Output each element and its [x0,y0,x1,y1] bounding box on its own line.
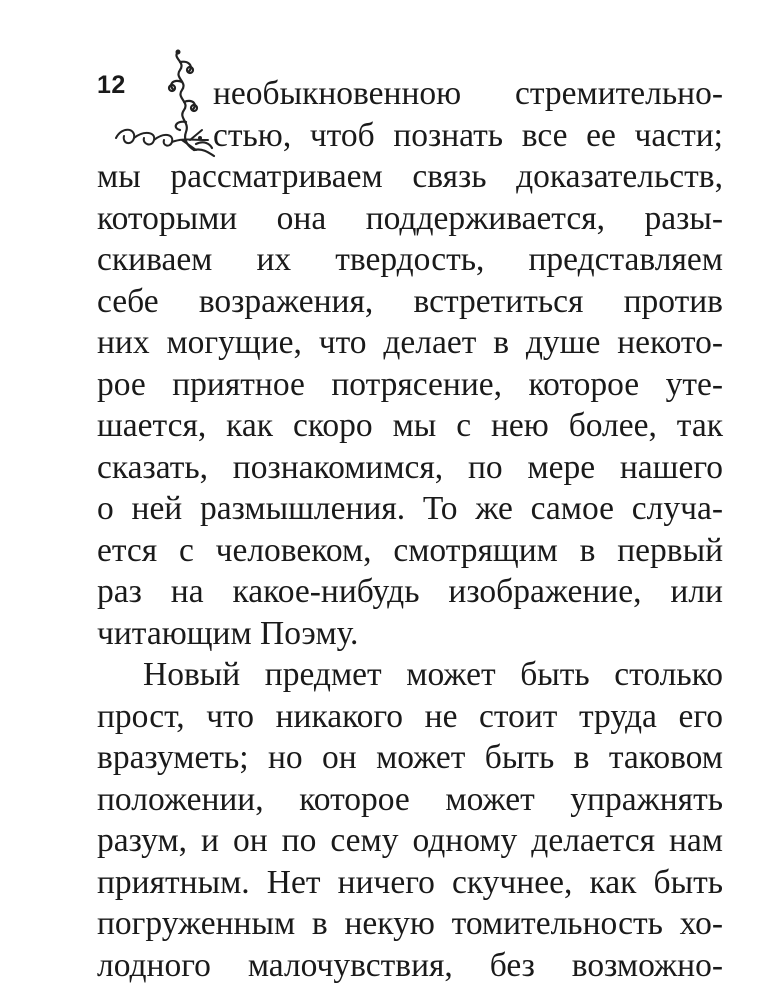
text-line: читающим Поэму. [97,614,359,652]
text-line: прост, что никакого не стоит труда его [97,697,723,735]
text-line: себе возражения, встретиться против [97,282,723,320]
text-line: скиваем их твердость, представляем [97,241,723,278]
decorative-flourish-icon [112,120,212,154]
text-line: необыкновенною стремительно- [213,75,723,112]
text-line: сказать, познакомимся, по мере нашего [97,448,723,486]
text-line: вразуметь; но он может быть в таковом [97,739,723,776]
text-line: которыми она поддерживается, разы- [97,199,723,237]
text-line: шается, как скоро мы с нею более, так [97,407,723,444]
text-line: них могущие, что делает в душе некото- [97,324,723,361]
text-line: приятным. Нет ничего скучнее, как быть [97,863,723,901]
text-line: Новый предмет может быть столько [143,656,723,693]
text-line: положении, которое может упражнять [97,780,723,818]
text-line: о ней размышления. То же самое случа- [97,490,723,527]
text-line: ется с человеком, смотрящим в первый [97,531,723,569]
text-line: раз на какое-нибудь изображение, или [97,573,723,610]
text-line: стью, чтоб познать все ее части; [213,116,723,154]
text-line: лодного малочувствия, без возможно- [97,946,723,984]
text-line: рое приятное потрясение, которое уте- [97,365,723,403]
page-number: 12 [97,71,126,99]
text-line: разум, и он по сему одному делается нам [97,822,723,859]
text-line: мы рассматриваем связь доказательств, [97,158,723,195]
text-line: погруженным в некую томительность хо- [97,905,723,942]
